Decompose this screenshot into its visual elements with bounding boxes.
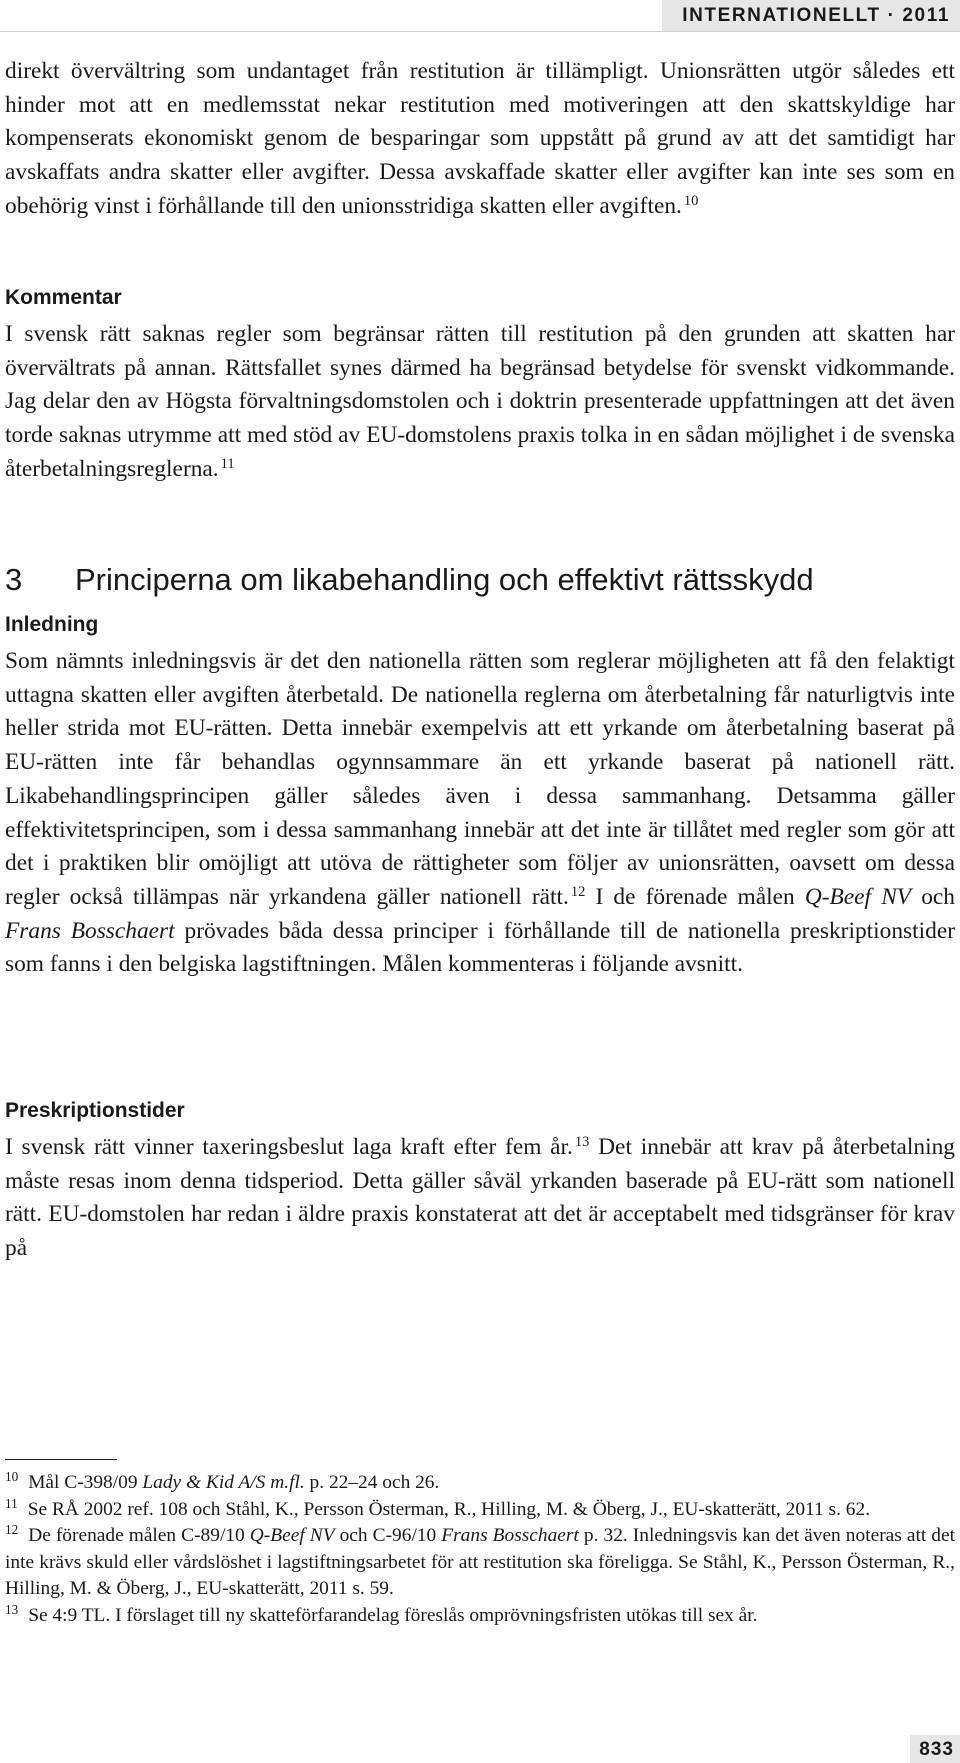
footnote-number: 11 — [5, 1495, 18, 1511]
inledning-heading: Inledning — [5, 613, 99, 636]
footnote-rule — [5, 1459, 117, 1460]
paragraph-4 — [5, 1131, 955, 1266]
case-name-q-beef: Q-Beef NV — [804, 883, 912, 910]
paragraph-3-text-d: prövades båda dessa principer i förhållande till de nationella preskriptionstider som fanns i den belgiska lagstiftningen. Målen kommenteras i följande avsnitt. — [5, 917, 955, 978]
kommentar-heading: Kommentar — [5, 286, 122, 309]
footnote-10 — [5, 1470, 955, 1497]
footnote-number: 12 — [5, 1522, 19, 1538]
paragraph-4-text-b: Det innebär att krav på återbetalning måste resas inom denna tidsperiod. Detta gäller såväl yrkanden baserade på EU-rätt som nationell rätt. EU-domstolen har redan i äldre praxis konstaterat att det är acceptabelt med tidsgränser för krav på — [5, 1134, 955, 1262]
case-name-frans-bosschaert: Frans Bosschaert — [5, 917, 175, 944]
footnote-case-name: Lady & Kid A/S m.fl. — [142, 1472, 305, 1493]
page-number: 833 — [919, 1739, 954, 1760]
footnote-text: p. 22–24 och 26. — [304, 1472, 440, 1493]
section-number: 3 — [5, 562, 23, 597]
footnote-text: Se 4:9 TL. I förslaget till ny skatteförfarandelag föreslås omprövningsfristen utökas till sex år. — [28, 1604, 758, 1626]
footnote-ref-11[interactable]: 11 — [220, 455, 235, 472]
footnote-text: Mål C-398/09 — [28, 1472, 143, 1493]
footnote-text: De förenade målen C-89/10 — [28, 1525, 250, 1546]
section-heading-wrap — [5, 562, 955, 598]
footnote-text: Se RÅ 2002 ref. 108 och Ståhl, K., Persson Österman, R., Hilling, M. & Öberg, J., EU-skatterätt, 2011 s. 62. — [27, 1498, 871, 1520]
kommentar-heading-wrap — [5, 286, 955, 310]
footnote-ref-10[interactable]: 10 — [683, 192, 699, 209]
footnote-number: 10 — [5, 1469, 19, 1485]
footnote-ref-12[interactable]: 12 — [570, 883, 586, 900]
footnote-ref-13[interactable]: 13 — [574, 1134, 590, 1151]
running-header-title: INTERNATIONELLT · 2011 — [682, 4, 950, 26]
running-header — [662, 0, 960, 31]
paragraph-3-text-c: och — [911, 883, 955, 910]
inledning-heading-wrap — [5, 613, 955, 637]
footnote-text: och C-96/10 — [334, 1525, 442, 1546]
paragraph-4-text-a: I svensk rätt vinner taxeringsbeslut laga kraft efter fem år. — [5, 1134, 573, 1160]
footnote-11 — [5, 1497, 955, 1524]
preskription-heading: Preskriptionstider — [5, 1099, 185, 1122]
section-heading — [5, 562, 955, 598]
preskription-heading-wrap — [5, 1099, 955, 1123]
paragraph-3-text-a: Som nämnts inledningsvis är det den nationella rätten som reglerar möjligheten att få den felaktigt uttagna skatten eller avgiften återbetald. De nationella reglerna om återbetalning får naturligtvis inte heller strida mot EU-rätten. Detta innebär exempelvis att ett yrkande om återbetalning baserat på EU-rätten inte får behandlas ogynnsammare än ett yrkande baserat på nationell rätt. Likabehandlingsprincipen gäller således även i dessa sammanhang. Detsamma gäller effektivitetsprincipen, som i dessa sammanhang innebär att det inte är tillåtet med regler som gör att det i praktiken blir omöjligt att utöva de rättigheter som följer av unionsrätten, oavsett om dessa regler också tillämpas när yrkandena gäller nationell rätt. — [5, 648, 955, 910]
footnote-13 — [5, 1603, 955, 1630]
section-title: Principerna om likabehandling och effektivt rättsskydd — [75, 562, 814, 597]
page-number-box — [910, 1735, 960, 1763]
paragraph-2-text: I svensk rätt saknas regler som begränsar rätten till restitution på den grunden att skatten har övervältrats på annan. Rättsfallet synes därmed ha begränsad betydelse för svenskt vidkommande. Jag delar den av Högsta förvaltningsdomstolen och i doktrin presenterade uppfattningen att det även torde saknas utrymme att med stöd av EU-domstolens praxis tolka in en sådan möjlighet i de svenska återbetalningsreglerna. — [5, 321, 955, 482]
footnote-case-name: Q-Beef NV — [249, 1525, 335, 1546]
footnotes — [5, 1470, 955, 1629]
paragraph-1 — [5, 55, 955, 224]
paragraph-3-text-b: I de förenade målen — [585, 883, 805, 910]
paragraph-3 — [5, 645, 955, 982]
footnote-number: 13 — [5, 1601, 19, 1617]
footnote-12 — [5, 1523, 955, 1603]
footnote-case-name: Frans Bosschaert — [441, 1525, 579, 1546]
paragraph-2 — [5, 318, 955, 487]
header-rule — [0, 31, 960, 32]
paragraph-1-text: direkt övervältring som undantaget från restitution är tillämpligt. Unionsrätten utgör således ett hinder mot att en medlemsstat nekar restitution med motiveringen att den skattskyldige har kompenserats ekonomiskt genom de besparingar som uppstått på grund av att det samtidigt har avskaffats andra skatter eller avgifter. Dessa avskaffade skatter eller avgifter kan inte ses som en obehörig vinst i förhållande till den unionsstridiga skatten eller avgiften. — [5, 58, 955, 219]
footnote-text: p. 32. Inledningsvis kan det även noteras att det inte krävs skuld eller vårdslöshet i lagstiftningsarbetet för att restitution ska föreligga. Se Ståhl, K., Persson Österman, R., Hilling, M. & Öberg, J., EU-skatterätt, 2011 s. 59. — [5, 1525, 955, 1599]
